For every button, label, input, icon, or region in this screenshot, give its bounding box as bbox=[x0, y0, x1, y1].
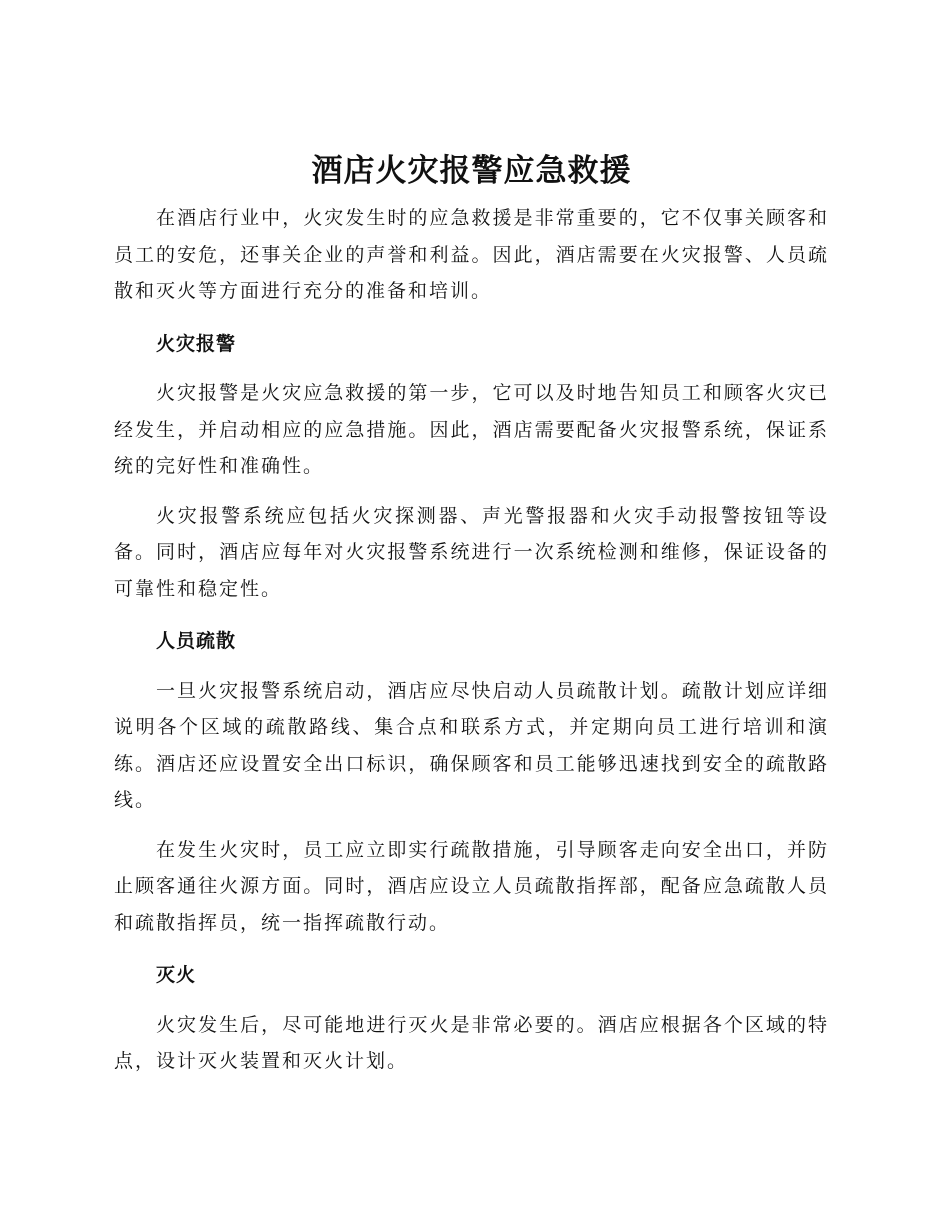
fire-alarm-paragraph-1: 火灾报警是火灾应急救援的第一步，它可以及时地告知员工和顾客火灾已经发生，并启动相应的应急措施。因此，酒店需要配备火灾报警系统，保证系统的完好性和准确性。 bbox=[114, 382, 829, 477]
spacer bbox=[114, 362, 829, 375]
document-body bbox=[114, 148, 829, 1080]
section-heading-firefighting: 灭火 bbox=[156, 964, 197, 986]
spacer bbox=[114, 607, 829, 623]
evacuation-paragraph-1: 一旦火灾报警系统启动，酒店应尽快启动人员疏散计划。疏散计划应详细说明各个区域的疏散路线、集合点和联系方式，并定期向员工进行培训和演练。酒店还应设置安全出口标识，确保顾客和员工能够迅速找到安全的疏散路线。 bbox=[114, 679, 829, 811]
spacer bbox=[114, 819, 829, 832]
spacer bbox=[114, 941, 829, 957]
fire-alarm-paragraph-2: 火灾报警系统应包括火灾探测器、声光警报器和火灾手动报警按钮等设备。同时，酒店应每年对火灾报警系统进行一次系统检测和维修，保证设备的可靠性和稳定性。 bbox=[114, 504, 829, 600]
spacer bbox=[114, 310, 829, 326]
section-heading-fire-alarm: 火灾报警 bbox=[156, 332, 237, 355]
firefighting-paragraph-1: 火灾发生后，尽可能地进行灭火是非常必要的。酒店应根据各个区域的特点，设计灭火装置和灭火计划。 bbox=[114, 1013, 829, 1072]
spacer bbox=[114, 994, 829, 1007]
section-heading-evacuation: 人员疏散 bbox=[156, 630, 237, 652]
spacer bbox=[114, 660, 829, 673]
intro-paragraph: 在酒店行业中，火灾发生时的应急救援是非常重要的，它不仅事关顾客和员工的安危，还事关企业的声誉和利益。因此，酒店需要在火灾报警、人员疏散和灭火等方面进行充分的准备和培训。 bbox=[114, 207, 829, 302]
page-title: 酒店火灾报警应急救援 bbox=[311, 153, 632, 189]
evacuation-paragraph-2: 在发生火灾时，员工应立即实行疏散措施，引导顾客走向安全出口，并防止顾客通往火源方面。同时，酒店应设立人员疏散指挥部，配备应急疏散人员和疏散指挥员，统一指挥疏散行动。 bbox=[114, 838, 829, 934]
spacer bbox=[114, 485, 829, 498]
